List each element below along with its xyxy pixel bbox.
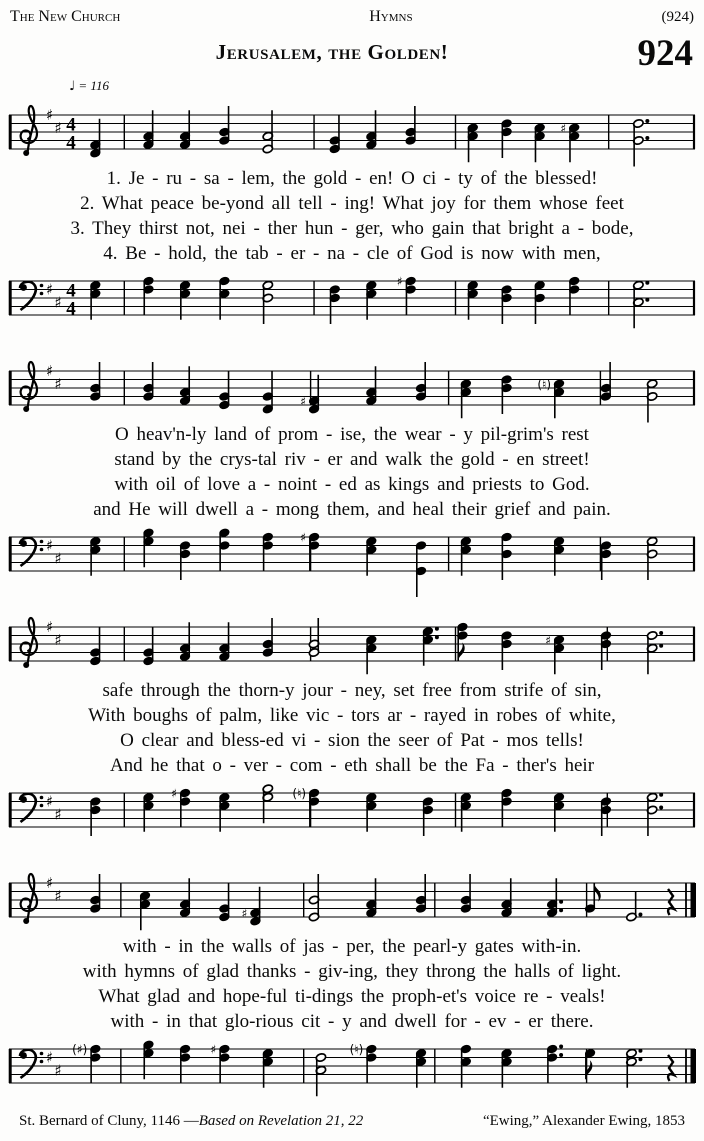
note-event bbox=[501, 532, 512, 580]
note-event bbox=[600, 541, 611, 580]
note-event bbox=[72, 1043, 101, 1084]
note-event bbox=[534, 123, 545, 162]
note-event bbox=[219, 528, 230, 572]
note-event bbox=[211, 1043, 230, 1084]
note-event bbox=[501, 878, 512, 917]
augmentation-dot bbox=[638, 1057, 642, 1061]
note-event bbox=[501, 375, 512, 414]
lyrics-block-1 bbox=[7, 163, 697, 269]
note-event bbox=[179, 1044, 190, 1083]
lyrics-block-4 bbox=[7, 931, 697, 1037]
accidental-icon: ♯ bbox=[396, 274, 403, 289]
music-system-1 bbox=[7, 95, 697, 329]
note-event bbox=[467, 280, 478, 319]
note-event bbox=[647, 379, 658, 423]
note-event bbox=[143, 110, 154, 149]
lyrics-block-2 bbox=[7, 419, 697, 525]
augmentation-dot bbox=[645, 119, 649, 123]
accidental-icon: ♯ bbox=[171, 786, 178, 801]
lyric-line: stand by the crys-tal riv - er and walk the gold - en street! bbox=[114, 449, 590, 470]
augmentation-dot bbox=[645, 298, 649, 302]
note-event bbox=[546, 878, 563, 917]
note-event bbox=[262, 532, 273, 571]
note-event bbox=[262, 280, 273, 324]
note-event bbox=[350, 1043, 377, 1084]
note-event bbox=[397, 275, 416, 316]
note-event bbox=[300, 531, 319, 572]
lyric-line: What glad and hope-ful ti-dings the proph-et's voice re - veals! bbox=[98, 986, 606, 1007]
note-event bbox=[633, 280, 650, 328]
time-signature: 4 bbox=[66, 114, 76, 136]
lyric-line: with oil of love a - noint - ed as kings and priests to God. bbox=[114, 474, 590, 495]
note-event bbox=[90, 627, 101, 666]
note-event bbox=[90, 280, 101, 319]
note-event bbox=[560, 121, 579, 162]
augmentation-dot bbox=[659, 806, 663, 810]
scripture-reference: Based on Revelation 21, 22 bbox=[198, 1113, 364, 1129]
note-event bbox=[467, 123, 478, 162]
lyric-line: With boughs of palm, like vic - tors ar - rayed in robes of white, bbox=[88, 705, 616, 726]
note-event bbox=[460, 792, 471, 831]
accidental-icon: ♯ bbox=[241, 906, 248, 921]
note-event bbox=[179, 541, 190, 580]
bass-clef-icon bbox=[20, 794, 43, 822]
tempo-marking bbox=[7, 78, 697, 95]
augmentation-dot bbox=[559, 1045, 563, 1049]
note-event bbox=[143, 362, 154, 401]
accidental-icon: ♯ bbox=[560, 121, 567, 136]
note-event bbox=[405, 106, 416, 145]
note-event bbox=[90, 536, 101, 575]
note-event bbox=[366, 366, 377, 405]
page-header bbox=[7, 6, 697, 26]
key-signature-sharp-icon: ♯ bbox=[54, 374, 62, 393]
final-barline-thick bbox=[691, 1049, 697, 1083]
music-system-3 bbox=[7, 607, 697, 841]
augmentation-dot bbox=[659, 793, 663, 797]
key-signature-sharp-icon: ♯ bbox=[46, 280, 54, 299]
note-event bbox=[600, 362, 611, 401]
note-event bbox=[600, 797, 611, 836]
page-footer bbox=[7, 1097, 697, 1130]
augmentation-dot bbox=[645, 281, 649, 285]
note-event bbox=[179, 110, 190, 149]
system-2-bass-staff bbox=[7, 525, 697, 585]
lyric-line: 4. Be - hold, the tab - er - na - cle of God is now with men, bbox=[103, 243, 601, 264]
system-3-bass-staff bbox=[7, 781, 697, 841]
note-event bbox=[415, 1048, 426, 1087]
note-event bbox=[501, 119, 512, 158]
key-signature-sharp-icon: ♯ bbox=[46, 792, 54, 811]
note-event bbox=[366, 536, 377, 575]
music-system-4 bbox=[7, 863, 697, 1097]
lyric-line: And he that o - ver - com - eth shall be the Fa - ther's heir bbox=[109, 755, 595, 776]
time-signature: 4 bbox=[66, 132, 76, 154]
hymn-number: 924 bbox=[637, 33, 693, 74]
note-event bbox=[143, 276, 154, 315]
note-event bbox=[647, 792, 664, 836]
note-event bbox=[179, 878, 190, 917]
note-event bbox=[90, 362, 101, 401]
note-event bbox=[633, 119, 650, 167]
key-signature-sharp-icon: ♯ bbox=[46, 874, 54, 892]
hymn-title: Jerusalem, the Golden! bbox=[215, 40, 449, 64]
quarter-note-icon: ♩ bbox=[69, 79, 76, 94]
note-event bbox=[90, 874, 101, 913]
system-4-treble-staff bbox=[7, 863, 697, 931]
key-signature-sharp-icon: ♯ bbox=[46, 536, 54, 555]
note-event bbox=[262, 618, 273, 657]
note-event bbox=[262, 371, 273, 415]
system-2-treble-staff bbox=[7, 351, 697, 419]
note-event bbox=[219, 792, 230, 831]
augmentation-dot bbox=[559, 900, 563, 904]
note-event bbox=[329, 285, 340, 324]
key-signature-sharp-icon: ♯ bbox=[54, 549, 62, 568]
augmentation-dot bbox=[659, 631, 663, 635]
augmentation-dot bbox=[435, 635, 439, 639]
key-signature-sharp-icon: ♯ bbox=[54, 630, 62, 649]
lyric-line: O clear and bless-ed vi - sion the seer of Pat - mos tells! bbox=[120, 730, 584, 751]
key-signature-sharp-icon: ♯ bbox=[54, 805, 62, 824]
bass-clef-icon bbox=[20, 282, 43, 310]
note-event bbox=[262, 1048, 273, 1087]
note-event bbox=[501, 285, 512, 324]
note-event bbox=[366, 280, 377, 319]
note-event bbox=[219, 622, 230, 661]
accidental-icon: (♮) bbox=[537, 377, 551, 392]
note-event bbox=[366, 110, 377, 149]
note-event bbox=[262, 784, 273, 823]
accidental-icon: ♯ bbox=[545, 633, 551, 648]
augmentation-dot bbox=[559, 908, 563, 912]
lyric-line: 2. What peace be-yond all tell - ing! What joy for them whose feet bbox=[80, 193, 624, 214]
music-system-2 bbox=[7, 351, 697, 585]
note-event bbox=[501, 788, 512, 827]
composer-credit: “Ewing,” Alexander Ewing, 1853 bbox=[482, 1113, 685, 1129]
augmentation-dot bbox=[559, 1053, 563, 1057]
note-event bbox=[460, 874, 471, 913]
note-event bbox=[308, 874, 319, 922]
lyrics-block-3 bbox=[7, 675, 697, 781]
note-event bbox=[569, 276, 580, 315]
key-signature-sharp-icon: ♯ bbox=[54, 293, 62, 312]
note-event bbox=[179, 366, 190, 405]
note-event bbox=[553, 792, 564, 831]
note-event bbox=[457, 622, 468, 661]
note-event bbox=[422, 797, 433, 836]
note-event bbox=[415, 541, 426, 597]
note-event bbox=[415, 362, 426, 401]
augmentation-dot bbox=[659, 644, 663, 648]
accidental-icon: ♯ bbox=[300, 394, 307, 409]
key-signature-sharp-icon: ♯ bbox=[54, 118, 62, 137]
note-event bbox=[219, 106, 230, 145]
time-signature: 4 bbox=[66, 280, 76, 302]
note-event bbox=[626, 1048, 643, 1087]
note-event bbox=[546, 1044, 563, 1083]
note-event bbox=[647, 536, 658, 580]
note-event bbox=[460, 379, 471, 418]
accidental-icon: (♮) bbox=[349, 1042, 364, 1057]
note-event bbox=[242, 887, 261, 926]
author-credit: St. Bernard of Cluny, 1146 —Based on Revelation 21, 22 bbox=[19, 1113, 364, 1129]
note-event bbox=[179, 622, 190, 661]
key-signature-sharp-icon: ♯ bbox=[46, 362, 54, 380]
lyric-line: and He will dwell a - mong them, and heal their grief and pain. bbox=[93, 499, 611, 520]
note-event bbox=[415, 874, 426, 913]
accidental-icon: (♮) bbox=[292, 786, 307, 801]
header-book-title: The New Church bbox=[10, 8, 121, 25]
bass-clef-icon bbox=[20, 1050, 43, 1078]
note-event bbox=[143, 528, 154, 567]
note-event bbox=[537, 377, 564, 418]
note-event bbox=[329, 115, 340, 154]
note-event bbox=[501, 1048, 512, 1087]
note-event bbox=[139, 891, 150, 930]
note-event bbox=[600, 631, 611, 670]
system-1-treble-staff bbox=[7, 95, 697, 163]
note-event bbox=[366, 878, 377, 917]
tempo-value: = 116 bbox=[78, 78, 109, 93]
note-event bbox=[534, 280, 545, 324]
lyric-line: with - in that glo-rious cit - y and dwell for - ev - er there. bbox=[110, 1011, 594, 1032]
note-event bbox=[553, 536, 564, 575]
system-3-treble-staff bbox=[7, 607, 697, 675]
title-bar bbox=[7, 33, 697, 78]
lyric-line: 3. They thirst not, nei - ther hun - ger, who gain that bright a - bode, bbox=[70, 218, 634, 239]
lyric-line: safe through the thorn-y jour - ney, set free from strife of sin, bbox=[102, 680, 602, 701]
accidental-icon: ♯ bbox=[300, 530, 307, 545]
note-event bbox=[90, 797, 101, 836]
note-event bbox=[501, 631, 512, 670]
augmentation-dot bbox=[638, 1049, 642, 1053]
key-signature-sharp-icon: ♯ bbox=[46, 1048, 54, 1067]
note-event bbox=[366, 792, 377, 831]
system-1-bass-staff bbox=[7, 269, 697, 329]
lyric-line: 1. Je - ru - sa - lem, the gold - en! O ci - ty of the blessed! bbox=[106, 168, 598, 189]
accidental-icon: ♯ bbox=[210, 1042, 217, 1057]
quarter-rest-icon bbox=[668, 889, 674, 915]
system-4-bass-staff bbox=[7, 1037, 697, 1097]
quarter-rest-icon bbox=[668, 1055, 674, 1081]
note-event bbox=[545, 633, 564, 674]
note-event bbox=[219, 883, 230, 922]
note-event bbox=[143, 1040, 154, 1079]
note-event bbox=[179, 280, 190, 319]
key-signature-sharp-icon: ♯ bbox=[54, 886, 62, 905]
final-barline-thick bbox=[691, 883, 697, 917]
header-section: Hymns bbox=[369, 8, 413, 25]
header-page-number: (924) bbox=[661, 9, 694, 25]
note-event bbox=[143, 627, 154, 666]
note-event bbox=[143, 792, 154, 831]
note-event bbox=[366, 635, 377, 674]
lyric-line: with hymns of glad thanks - giv-ing, they throng the halls of light. bbox=[82, 961, 622, 982]
bass-clef-icon bbox=[20, 538, 43, 566]
key-signature-sharp-icon: ♯ bbox=[54, 1061, 62, 1080]
augmentation-dot bbox=[638, 913, 642, 917]
key-signature-sharp-icon: ♯ bbox=[46, 618, 54, 636]
key-signature-sharp-icon: ♯ bbox=[46, 106, 54, 124]
time-signature: 4 bbox=[66, 298, 76, 320]
augmentation-dot bbox=[435, 627, 439, 631]
accidental-icon: (♯) bbox=[72, 1042, 88, 1057]
note-event bbox=[219, 371, 230, 410]
note-event bbox=[460, 536, 471, 575]
note-event bbox=[422, 626, 439, 665]
note-event bbox=[292, 787, 319, 828]
note-event bbox=[90, 119, 101, 158]
lyric-line: with - in the walls of jas - per, the pearl-y gates with-in. bbox=[122, 936, 582, 957]
lyric-line: O heav'n-ly land of prom - ise, the wear - y pil-grim's rest bbox=[115, 424, 589, 445]
note-event bbox=[171, 787, 190, 828]
augmentation-dot bbox=[645, 136, 649, 140]
